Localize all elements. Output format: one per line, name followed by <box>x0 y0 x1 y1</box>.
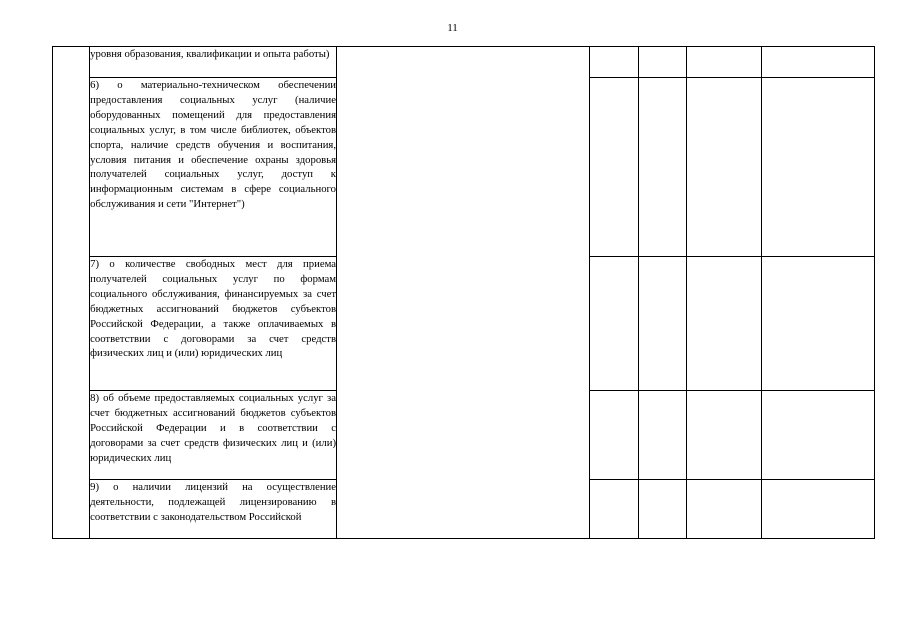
value-cell <box>639 47 687 78</box>
value-cell <box>639 480 687 539</box>
merged-value-cell <box>337 47 590 539</box>
criterion-text: 7) о количестве свободных мест для приема получателей социальных услуг по формам социального обслуживания, финансируемых за счет бюджетных ассигнований бюджетов субъектов Российской Федерации, а также оплачиваемых в соответствии с договорами за счет средств физических лиц и (или) юридических лиц <box>90 258 337 360</box>
value-cell <box>687 78 761 257</box>
value-cell <box>589 257 638 391</box>
value-cell <box>687 257 761 391</box>
criterion-cell <box>90 257 337 391</box>
value-cell <box>589 47 638 78</box>
value-cell <box>639 391 687 480</box>
page-number: 11 <box>447 22 458 34</box>
value-cell <box>761 47 874 78</box>
value-cell <box>761 257 874 391</box>
value-cell <box>687 47 761 78</box>
criterion-cell <box>90 47 337 78</box>
criterion-text: 9) о наличии лицензий на осуществление деятельности, подлежащей лицензированию в соответствии с законодательством Российской <box>90 481 337 523</box>
value-cell <box>589 480 638 539</box>
criterion-text: 8) об объеме предоставляемых социальных услуг за счет бюджетных ассигнований бюджетов субъектов Российской Федерации и в соответствии с договорами за счет средств физических лиц и (или) юридических лиц <box>90 392 337 464</box>
value-cell <box>639 78 687 257</box>
value-cell <box>589 391 638 480</box>
criterion-cell <box>90 78 337 257</box>
criterion-cell <box>90 480 337 539</box>
value-cell <box>639 257 687 391</box>
criterion-cell <box>90 391 337 480</box>
criterion-text: 6) о материально-техническом обеспечении предоставления социальных услуг (наличие оборудованных помещений для предоставления социальных услуг, в том числе библиотек, объектов спорта, наличие средств обучения и воспитания, условия питания и обеспечение охраны здоровья получателей социальных услуг, доступ к информационным системам в сфере социального обслуживания и сети "Интернет") <box>90 79 337 211</box>
value-cell <box>687 480 761 539</box>
value-cell <box>761 480 874 539</box>
criterion-text: уровня образования, квалификации и опыта работы) <box>90 48 330 60</box>
value-cell <box>687 391 761 480</box>
table-row <box>53 47 875 78</box>
value-cell <box>761 391 874 480</box>
row-number-cell <box>53 47 90 539</box>
value-cell <box>589 78 638 257</box>
criteria-table <box>52 46 875 539</box>
value-cell <box>761 78 874 257</box>
